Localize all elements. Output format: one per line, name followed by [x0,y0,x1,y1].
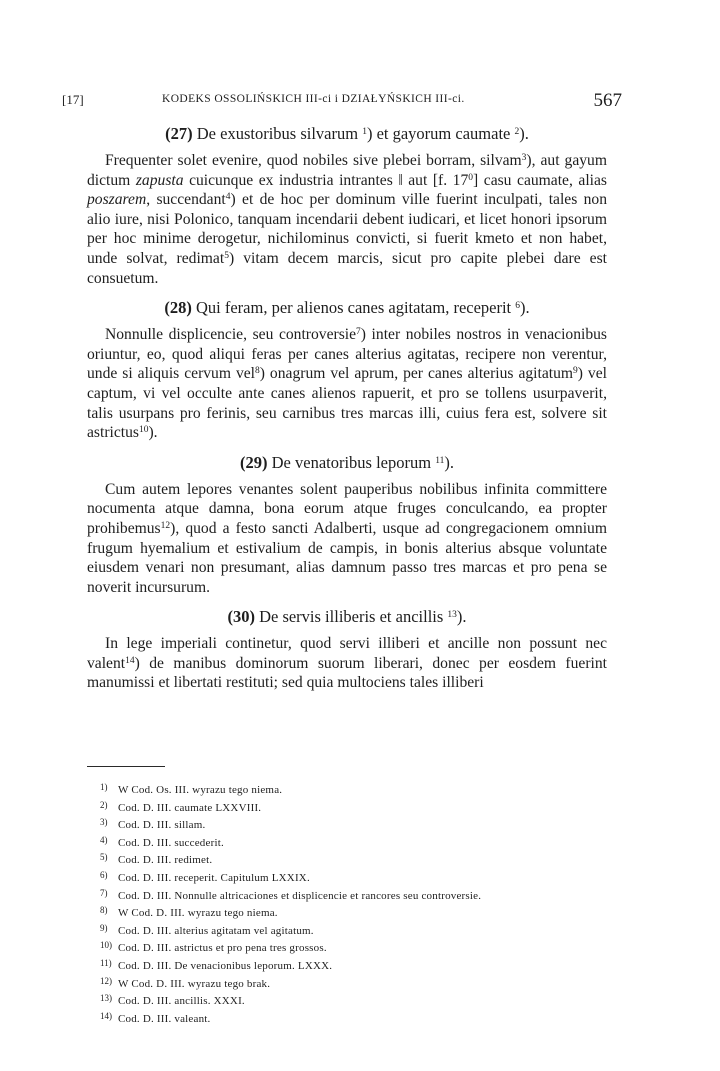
footnote-divider [87,766,165,767]
section-title-text: De servis illiberis et ancillis [259,607,444,627]
section-title-end: . [524,124,529,143]
paragraph-27 [87,151,607,288]
text-run: ) de manibus dominorum suorum liberari, donec per eosdem fuerint manumissi et libertati restituti; sed quia multociens tales illiberi [87,654,607,692]
footnote-text: Cod. D. III. sillam. [118,819,206,832]
footnote-marker: 3) [100,817,108,828]
paragraph-28 [87,325,607,443]
text-run: ) vel captum, vi vel occulte ante canes alienos rapuerit, et pro se tollens usurpaverit, talis usurpans pro ferinis, seu carnibus tres marcas illi, cuius fera est, solvere sit astrictus [87,365,607,442]
italic-term: poszarem [87,191,147,209]
section-title-28: (28) Qui feram, per alienos canes agitatam, receperit $^6$). [164,298,530,318]
footnote-ref: 13 [447,610,457,621]
section-title-text: De venatoribus leporum [271,452,432,472]
footnote-marker: 9) [100,922,108,933]
footnote [100,938,600,956]
footnote-text: Cod. D. III. De venacionibus leporum. LXXX. [118,959,333,972]
footnote [100,780,600,798]
page-signature: [17] [62,92,84,107]
section-number: (28) [164,298,192,318]
footnote [100,798,600,816]
footnote [100,886,600,904]
footnote-marker: 11) [100,957,112,968]
footnote-ref: 8 [255,366,260,377]
footnote-text: Cod. D. III. redimet. [118,854,213,867]
section-title-text: Qui feram, per alienos canes agitatam, receperit [195,298,512,318]
footnote-ref: 3 [521,153,527,163]
text-run: ), aut gayum dictum [87,152,607,189]
footnote-marker: 14) [100,1010,112,1021]
main-text [87,124,607,703]
footnote [100,1009,600,1027]
footnote [100,991,600,1009]
section-title-text: De exustoribus silvarum [196,124,359,143]
footnote-ref: 4 [225,192,231,203]
footnote [100,833,600,851]
section-title-30: (30) De servis illiberis et ancillis $^{13}$). [227,607,467,627]
footnote-text: Cod. D. III. caumate LXXVIII. [118,801,262,814]
footnote-marker: 1) [100,782,108,792]
footnote-text: Cod. D. III. valeant. [118,1012,211,1025]
text-run: ). [148,424,158,442]
footnote-text: W Cod. D. III. wyrazu tego brak. [118,977,271,990]
text-run: cuicunque ex industria intrantes ‖ aut [f. 17 [183,171,469,189]
text-run: ) onagrum vel aprum, per canes alterius agitatum [259,365,574,383]
running-title: KODEKS OSSOLIŃSKICH III-ci i DZIAŁYŃSKICH III-ci. [162,93,465,105]
footnote-marker: 7) [100,887,108,898]
footnote-text: Cod. D. III. receperit. Capitulum LXXIX. [118,871,310,884]
italic-term: zapusta [135,171,184,189]
running-head [62,90,622,114]
footnote-ref: 12 [160,520,171,531]
text-run: ) et de hoc per dominum ville fuerint inculpati, tales non alio iure, nisi Polonico, tanquam incendarii debent iudicari, et licet honori ipsorum per hoc minime derogetur, nichilominus convicti, si fuerit kmeto et non habet, unde solvat, redimat [87,191,608,267]
footnote-ref: 2 [514,127,520,137]
footnote-ref: 10 [138,425,149,436]
footnote-text: W Cod. Os. III. wyrazu tego niema. [118,784,283,796]
footnote-marker: 8) [100,905,108,916]
footnote-text: Cod. D. III. astrictus et pro pena tres grossos. [118,942,327,955]
footnote-marker: 12) [100,975,112,986]
section-title-27: (27) De exustoribus silvarum $^1$) et gayorum caumate $^2$). [165,124,529,143]
page-number: 567 [593,90,622,111]
text-run: ) inter nobiles nostros in venacionibus oriuntur, eo, quod aliqui feras per canes alterius agitatas, recipere non verentur, unde si aliquis cervum vel [87,326,607,383]
footnote-marker: 4) [100,834,108,845]
footnote-marker: 2) [100,799,108,810]
footnote-ref: 6 [515,301,521,312]
footnote [100,868,600,886]
footnote [100,850,600,868]
footnote-text: Cod. D. III. Nonnulle altricaciones et displicencie et rancores seu controversie. [118,889,482,902]
section-title-29: (29) De venatoribus leporum $^{11}$). [240,452,454,472]
footnotes [100,780,600,1026]
footnote-marker: 6) [100,869,108,880]
footnote-marker: 13) [100,993,112,1004]
paragraph-29 [87,480,607,598]
footnote-ref: 5 [224,250,229,261]
footnote-marker: 10) [100,940,112,951]
text-run: ), quod a festo sancti Adalberti, usque ad congregacionem omnium frugum hyemalium et estivalium de campis, in bonis alterius absque voluntate eiusdem venari non presumant, alias damnum passo tres marcas et pro pena se noverit incursurum. [87,519,607,596]
paragraph-30 [87,634,607,693]
footnote [100,956,600,974]
footnote-ref: 14 [125,655,135,666]
footnote-ref: 9 [573,366,578,377]
text-run: Nonnulle displicencie, seu controversie [105,326,357,344]
section-title-text: et gayorum caumate [376,124,511,143]
text-run: , succendant [146,191,226,209]
footnote [100,903,600,921]
footnote [100,974,600,992]
footnote-ref: 1 [362,127,367,137]
section-number: (27) [165,124,193,143]
footnote-marker: 5) [100,852,108,863]
text-run: In lege imperiali continetur, quod servi illiberi et ancille non possunt nec valent [87,635,607,672]
footnote [100,815,600,833]
text-run: Frequenter solet evenire, quod nobiles sive plebei borram, silvam [105,152,522,169]
text-run: ) vitam decem marcis, sicut pro capite plebei dare est consuetum. [87,249,607,287]
section-number: (29) [240,452,268,472]
footnote-ref: 7 [356,327,361,338]
text-run: ] casu caumate, alias [473,171,607,189]
text-run: Cum autem lepores venantes solent pauperibus nobilibus infinita committere nocumenta atque damna, bona eorum atque fruges conculcando, ea propter prohibemus [87,480,607,537]
footnote-text: Cod. D. III. alterius agitatam vel agitatum. [118,924,314,937]
footnote-text: Cod. D. III. succederit. [118,836,224,849]
folio-mark: 0 [468,172,474,183]
footnote-text: Cod. D. III. ancillis. XXXI. [118,995,245,1008]
footnote-text: W Cod. D. III. wyrazu tego niema. [118,907,278,920]
section-number: (30) [227,607,255,627]
footnote [100,921,600,939]
footnote-ref: 11 [435,455,445,466]
